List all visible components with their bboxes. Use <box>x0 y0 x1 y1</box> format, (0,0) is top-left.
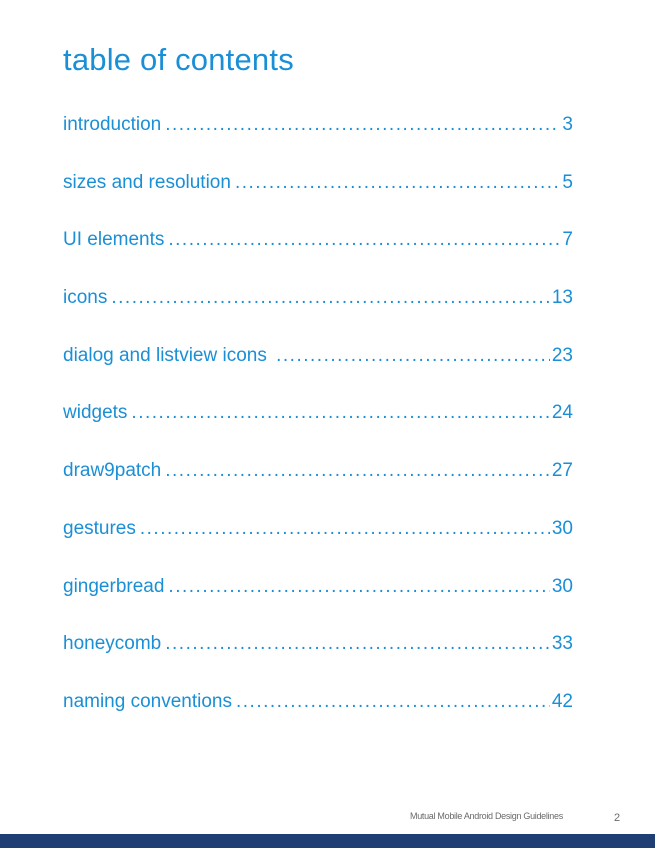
dot-leader <box>236 689 550 715</box>
toc-entry-label: sizes and resolution <box>63 171 231 193</box>
toc-entry-widgets[interactable] <box>63 400 573 458</box>
toc-entry-label: dialog and listview icons <box>63 344 273 366</box>
toc-entry-page: 5 <box>562 171 573 193</box>
dot-leader <box>168 227 560 253</box>
dot-leader <box>276 343 550 369</box>
toc-entry-label: widgets <box>63 402 128 424</box>
toc-entry-page: 23 <box>551 344 573 366</box>
footer-bar <box>0 834 655 848</box>
toc-entry-page: 3 <box>562 114 573 135</box>
toc-entry-label: gestures <box>63 517 136 539</box>
toc-entry-ui-elements[interactable] <box>63 227 573 285</box>
toc-entry-label: naming conventions <box>63 690 232 712</box>
dot-leader <box>165 631 550 657</box>
toc-entry-dialog-and-listview-icons[interactable] <box>63 343 573 401</box>
table-of-contents <box>63 112 573 747</box>
toc-entry-page: 42 <box>551 690 573 712</box>
toc-entry-label: honeycomb <box>63 633 162 655</box>
toc-entry-page: 24 <box>551 402 573 424</box>
dot-leader <box>165 112 560 138</box>
toc-entry-label: introduction <box>63 114 162 135</box>
toc-entry-label: icons <box>63 287 108 309</box>
dot-leader <box>165 458 550 484</box>
dot-leader <box>131 400 549 426</box>
dot-leader <box>235 170 560 196</box>
toc-entry-gestures[interactable] <box>63 516 573 574</box>
dot-leader <box>168 574 549 600</box>
toc-entry-icons[interactable] <box>63 285 573 343</box>
dot-leader <box>111 285 550 311</box>
dot-leader <box>140 516 550 542</box>
toc-entry-page: 33 <box>551 633 573 655</box>
toc-entry-honeycomb[interactable] <box>63 631 573 689</box>
toc-entry-label: draw9patch <box>63 460 162 482</box>
toc-entry-page: 27 <box>551 460 573 482</box>
toc-entry-page: 13 <box>551 287 573 309</box>
page-title: table of contents <box>63 42 294 77</box>
toc-entry-naming-conventions[interactable] <box>63 689 573 747</box>
footer-document-title: Mutual Mobile Android Design Guidelines <box>410 811 563 821</box>
toc-entry-sizes-and-resolution[interactable] <box>63 170 573 228</box>
toc-entry-page: 30 <box>551 575 573 597</box>
footer-page-number: 2 <box>614 812 621 824</box>
toc-entry-page: 7 <box>562 229 573 251</box>
toc-entry-label: UI elements <box>63 229 165 251</box>
toc-entry-page: 30 <box>551 517 573 539</box>
toc-entry-draw9patch[interactable] <box>63 458 573 516</box>
toc-entry-introduction[interactable] <box>63 112 573 170</box>
toc-entry-label: gingerbread <box>63 575 165 597</box>
toc-entry-gingerbread[interactable] <box>63 574 573 632</box>
